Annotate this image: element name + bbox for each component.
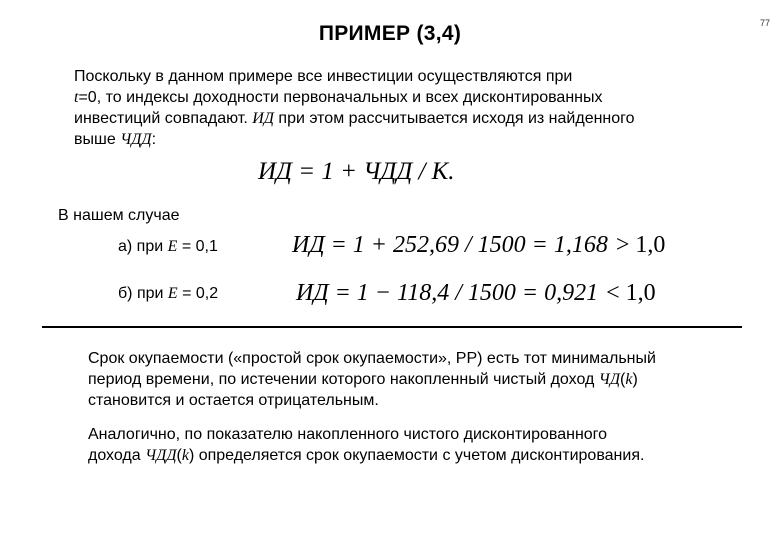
case-a-formula	[292, 232, 665, 259]
case-a-comparison: > 1,0	[615, 232, 666, 258]
discounted-line-2	[88, 445, 748, 466]
var-chdd: ЧДД	[120, 131, 152, 148]
case-a-prefix: а) при	[118, 238, 168, 255]
var-chdd-2: ЧДД	[145, 447, 177, 464]
case-b-comparison: < 1,0	[606, 280, 656, 306]
payback-paragraph	[88, 348, 748, 411]
formula-id-definition: ИД = 1 + ЧДД / К.	[258, 158, 455, 185]
payback-paren-close: )	[632, 371, 638, 388]
payback-line-3: становится и остается отрицательным.	[88, 392, 379, 409]
intro-line-2	[74, 87, 754, 108]
payback-line-2	[88, 369, 748, 390]
intro-line-3-b: при этом рассчитывается исходя из найденного	[273, 110, 635, 127]
var-id: ИД	[252, 110, 274, 127]
case-b-formula	[296, 280, 656, 307]
var-k-2: k	[181, 447, 189, 464]
intro-line-4-b: :	[151, 131, 157, 148]
page-number: 77	[759, 18, 770, 28]
payback-paren-open: (	[620, 371, 626, 388]
intro-line-1: Поскольку в данном примере все инвестиции осуществляются при	[74, 68, 573, 85]
discounted-paren-close: )	[188, 447, 195, 464]
case-b-var: E	[167, 285, 178, 302]
var-t: t	[74, 89, 79, 106]
discounted-line-1: Аналогично, по показателю накопленного чистого дисконтированного	[88, 426, 608, 443]
discounted-line-2-a: дохода	[88, 447, 146, 464]
payback-line-1: Срок окупаемости («простой срок окупаемости», PP) есть тот минимальный	[88, 350, 656, 367]
case-b-prefix: б) при	[118, 285, 168, 302]
payback-line-2-a: период времени, по истечении которого накопленный чистый доход	[88, 371, 599, 388]
intro-line-2-text: =0, то индексы доходности первоначальных и всех дисконтированных	[78, 89, 603, 106]
cases-heading: В нашем случае	[58, 207, 180, 224]
intro-line-3	[74, 108, 754, 129]
horizontal-divider	[42, 326, 742, 328]
discounted-paren-open: (	[176, 447, 182, 464]
intro-line-4-a: выше	[74, 131, 121, 148]
case-a-formula-expr: ИД = 1 + 252,69 / 1500 = 1,168	[292, 232, 608, 258]
case-a-var: E	[167, 238, 178, 255]
discounted-paragraph	[88, 424, 748, 466]
case-a-label	[118, 238, 218, 256]
var-k: k	[625, 371, 633, 388]
case-a-suffix: = 0,1	[177, 238, 218, 255]
var-chd: ЧД	[598, 371, 620, 388]
intro-line-4	[74, 129, 754, 150]
intro-line-3-a: инвестиций совпадают.	[74, 110, 253, 127]
slide-title: ПРИМЕР (3,4)	[318, 22, 462, 45]
intro-paragraph	[74, 66, 754, 150]
discounted-line-2-d: определяется срок окупаемости с учетом дисконтирования.	[194, 447, 645, 464]
case-b-suffix: = 0,2	[177, 285, 219, 302]
case-b-label	[118, 285, 218, 303]
case-b-formula-expr: ИД = 1 − 118,4 / 1500 = 0,921	[296, 280, 599, 306]
